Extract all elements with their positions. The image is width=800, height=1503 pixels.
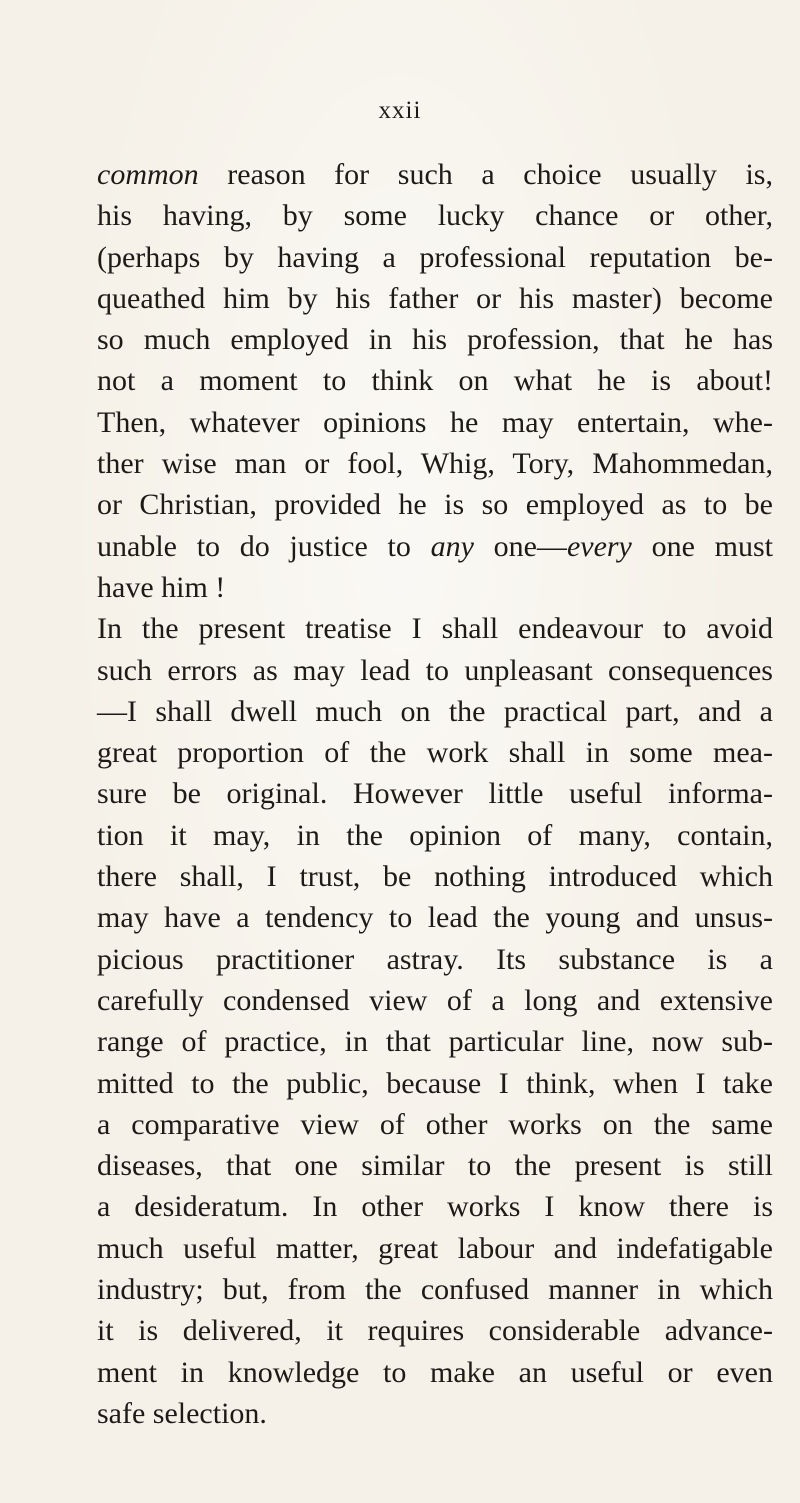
- text-line: [97, 484, 773, 525]
- body-text: [97, 154, 773, 1434]
- text-run: his having, by some lucky chance or other,: [97, 199, 773, 233]
- text-line: [97, 154, 773, 195]
- text-run: much useful matter, great labour and indefatigable: [97, 1231, 773, 1265]
- text-line: [97, 732, 773, 773]
- text-run: such errors as may lead to unpleasant consequences: [97, 653, 773, 687]
- text-run: reason for such a choice usually is,: [198, 158, 773, 191]
- text-line: [97, 360, 773, 401]
- text-line: [97, 1393, 773, 1434]
- text-run: one—: [473, 529, 567, 563]
- text-line: [97, 1021, 773, 1062]
- text-run: Then, whatever opinions he may entertain, whe-: [97, 405, 773, 439]
- text-line: [97, 773, 773, 814]
- text-run: range of practice, in that particular line, now sub-: [97, 1025, 773, 1059]
- text-line: [97, 1063, 773, 1104]
- text-line: [97, 691, 773, 732]
- text-line: [97, 980, 773, 1021]
- text-line: [97, 1310, 773, 1351]
- text-run: —I shall dwell much on the practical part, and a: [97, 694, 773, 728]
- text-run: diseases, that one similar to the present is still: [97, 1149, 773, 1183]
- text-run: sure be original. However little useful informa-: [97, 777, 773, 811]
- text-line: [97, 237, 773, 278]
- text-line: [97, 939, 773, 980]
- text-run: it is delivered, it requires considerable advance-: [97, 1314, 773, 1348]
- text-line: [97, 526, 773, 567]
- text-run: ment in knowledge to make an useful or even: [97, 1355, 773, 1389]
- italic-text: every: [566, 529, 632, 563]
- text-run: there shall, I trust, be nothing introduced which: [97, 860, 773, 894]
- text-line: [97, 1145, 773, 1186]
- page-number: xxii: [378, 97, 422, 124]
- text-line: [97, 1104, 773, 1145]
- text-run: safe selection.: [97, 1396, 267, 1430]
- text-run: picious practitioner astray. Its substance is a: [97, 942, 773, 976]
- text-run: a comparative view of other works on the same: [97, 1107, 773, 1141]
- text-line: [97, 650, 773, 691]
- text-line: [97, 319, 773, 360]
- text-line: [97, 278, 773, 319]
- text-run: tion it may, in the opinion of many, contain,: [97, 818, 773, 852]
- text-run: queathed him by his father or his master) become: [97, 281, 773, 315]
- text-run: so much employed in his profession, that he has: [97, 323, 773, 357]
- text-line: [97, 897, 773, 938]
- text-run: In the present treatise I shall endeavour to avoid: [97, 612, 773, 646]
- text-run: have him !: [97, 570, 226, 604]
- text-line: [97, 567, 773, 608]
- text-run: unable to do justice to: [97, 529, 431, 563]
- text-run: (perhaps by having a professional reputation be-: [97, 240, 773, 274]
- text-line: [97, 815, 773, 856]
- text-line: [97, 1352, 773, 1393]
- text-run: ther wise man or fool, Whig, Tory, Mahommedan,: [97, 447, 773, 481]
- text-run: one must: [631, 529, 773, 563]
- text-line: [97, 1269, 773, 1310]
- text-line: [97, 856, 773, 897]
- text-run: a desideratum. In other works I know there is: [97, 1190, 773, 1224]
- text-run: may have a tendency to lead the young and unsus-: [97, 901, 773, 935]
- text-run: industry; but, from the confused manner in which: [97, 1273, 773, 1307]
- text-line: [97, 195, 773, 236]
- text-line: [97, 402, 773, 443]
- italic-text: any: [430, 529, 474, 563]
- text-line: [97, 1186, 773, 1227]
- text-run: great proportion of the work shall in some mea-: [97, 736, 773, 770]
- text-run: carefully condensed view of a long and extensive: [97, 983, 773, 1017]
- italic-text: common: [97, 158, 199, 191]
- text-run: not a moment to think on what he is about!: [97, 364, 773, 398]
- text-line: [97, 443, 773, 484]
- text-run: or Christian, provided he is so employed as to be: [97, 488, 773, 522]
- text-line: [97, 608, 773, 649]
- text-line: [97, 1228, 773, 1269]
- text-run: mitted to the public, because I think, when I take: [97, 1066, 773, 1100]
